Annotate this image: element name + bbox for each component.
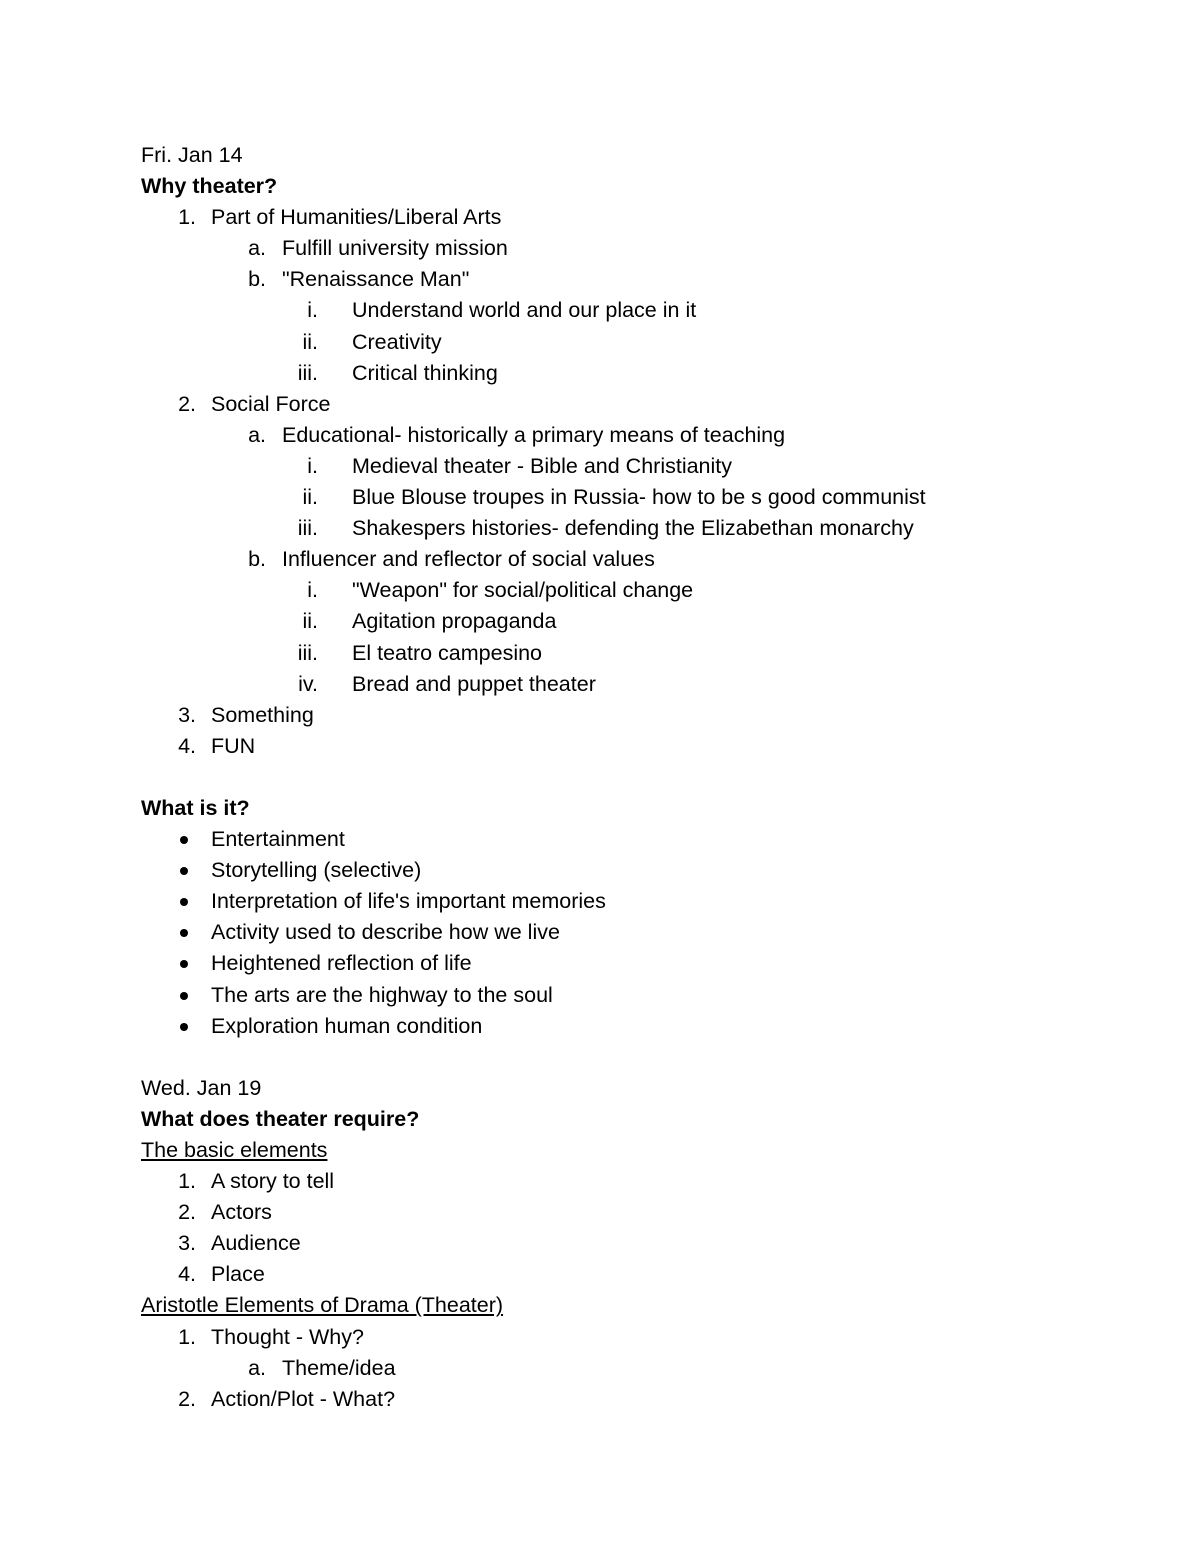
outline-item [0, 1011, 1200, 1042]
date-line [0, 1073, 1200, 1104]
line-text: Medieval theater - Bible and Christianity [352, 453, 733, 478]
outline-item [0, 1228, 1200, 1259]
outline-item [0, 544, 1200, 575]
list-marker: 1. [178, 1324, 196, 1349]
list-marker: iv. [298, 671, 318, 696]
outline-item [0, 482, 1200, 513]
line-text: A story to tell [211, 1169, 335, 1194]
outline-item [0, 451, 1200, 482]
list-marker: ii. [302, 609, 318, 634]
date-line [0, 140, 1200, 171]
bullet-icon [180, 898, 188, 906]
line-text: What is it? [141, 795, 250, 820]
outline-item [0, 824, 1200, 855]
outline-item [0, 855, 1200, 886]
line-text: Influencer and reflector of social values [282, 547, 655, 572]
outline-item [0, 886, 1200, 917]
subsection-heading [0, 1135, 1200, 1166]
line-text: Bread and puppet theater [352, 671, 596, 696]
line-text: Aristotle Elements of Drama (Theater) [141, 1293, 504, 1318]
line-text: Action/Plot - What? [211, 1386, 396, 1411]
outline-item [0, 1166, 1200, 1197]
list-marker: 3. [178, 702, 196, 727]
outline-item [0, 917, 1200, 948]
line-text: Entertainment [211, 827, 345, 852]
section-heading [0, 171, 1200, 202]
bullet-icon [180, 836, 188, 844]
outline-item [0, 1384, 1200, 1415]
outline-item [0, 358, 1200, 389]
line-text: Audience [211, 1231, 301, 1256]
line-text: Exploration human condition [211, 1013, 483, 1038]
line-text: Place [211, 1262, 265, 1287]
list-marker: 2. [178, 1386, 196, 1411]
line-text: Agitation propaganda [352, 609, 557, 634]
outline-item [0, 731, 1200, 762]
list-marker: ii. [302, 485, 318, 510]
line-text: Storytelling (selective) [211, 858, 422, 883]
line-text: Shakespers histories- defending the Elizabethan monarchy [352, 516, 914, 541]
line-text: The arts are the highway to the soul [211, 982, 553, 1007]
outline-item [0, 700, 1200, 731]
bullet-icon [180, 992, 188, 1000]
outline-item [0, 389, 1200, 420]
line-text: Interpretation of life's important memories [211, 889, 606, 914]
list-marker: 4. [178, 733, 196, 758]
line-text: Thought - Why? [211, 1324, 364, 1349]
blank-line [0, 762, 1200, 793]
outline-item [0, 669, 1200, 700]
line-text: Educational- historically a primary means of teaching [282, 422, 786, 447]
outline-item [0, 980, 1200, 1011]
list-marker: b. [248, 547, 266, 572]
list-marker: a. [248, 1355, 266, 1380]
outline-item [0, 1353, 1200, 1384]
line-text: Actors [211, 1200, 272, 1225]
line-text: "Renaissance Man" [282, 267, 470, 292]
bullet-icon [180, 960, 188, 968]
line-text: "Weapon" for social/political change [352, 578, 694, 603]
line-text: FUN [211, 733, 256, 758]
line-text: Activity used to describe how we live [211, 920, 560, 945]
line-text: The basic elements [141, 1138, 328, 1162]
line-text: Blue Blouse troupes in Russia- how to be s good communist [352, 485, 926, 510]
line-text: Part of Humanities/Liberal Arts [211, 205, 502, 230]
line-text: Wed. Jan 19 [141, 1075, 262, 1100]
list-marker: 1. [178, 1169, 196, 1194]
subsection-heading [0, 1290, 1200, 1321]
line-text: Theme/idea [282, 1355, 396, 1380]
list-marker: 4. [178, 1262, 196, 1287]
list-marker: i. [307, 453, 318, 478]
outline-item [0, 513, 1200, 544]
outline-item [0, 638, 1200, 669]
list-marker: 2. [178, 1200, 196, 1225]
line-text: Heightened reflection of life [211, 951, 472, 976]
list-marker: i. [307, 298, 318, 323]
line-text: Why theater? [141, 174, 278, 199]
list-marker: i. [307, 578, 318, 603]
outline-item [0, 420, 1200, 451]
outline-item [0, 233, 1200, 264]
outline-item [0, 1322, 1200, 1353]
line-text: What does theater require? [141, 1106, 420, 1131]
list-marker: b. [248, 267, 266, 292]
line-text: Fri. Jan 14 [141, 143, 243, 167]
outline-item [0, 327, 1200, 358]
line-text: Something [211, 702, 314, 727]
section-heading [0, 1104, 1200, 1135]
list-marker: 1. [178, 205, 196, 230]
line-text: Fulfill university mission [282, 236, 508, 261]
section-heading [0, 793, 1200, 824]
list-marker: 3. [178, 1231, 196, 1256]
outline-item [0, 264, 1200, 295]
line-text: Social Force [211, 391, 331, 416]
bullet-icon [180, 929, 188, 937]
line-text: Understand world and our place in it [352, 298, 697, 323]
list-marker: iii. [297, 516, 318, 541]
bullet-icon [180, 1023, 188, 1031]
list-marker: iii. [297, 640, 318, 665]
outline-item [0, 948, 1200, 979]
outline-item [0, 1259, 1200, 1290]
list-marker: a. [248, 422, 266, 447]
document-body [0, 140, 1200, 1415]
line-text: El teatro campesino [352, 640, 543, 665]
list-marker: ii. [302, 329, 318, 354]
outline-item [0, 575, 1200, 606]
list-marker: 2. [178, 391, 196, 416]
list-marker: a. [248, 236, 266, 261]
list-marker: iii. [297, 360, 318, 385]
outline-item [0, 1197, 1200, 1228]
line-text: Creativity [352, 329, 442, 354]
outline-item [0, 202, 1200, 233]
outline-item [0, 295, 1200, 326]
outline-item [0, 606, 1200, 637]
bullet-icon [180, 867, 188, 875]
blank-line [0, 1042, 1200, 1073]
line-text: Critical thinking [352, 360, 498, 385]
